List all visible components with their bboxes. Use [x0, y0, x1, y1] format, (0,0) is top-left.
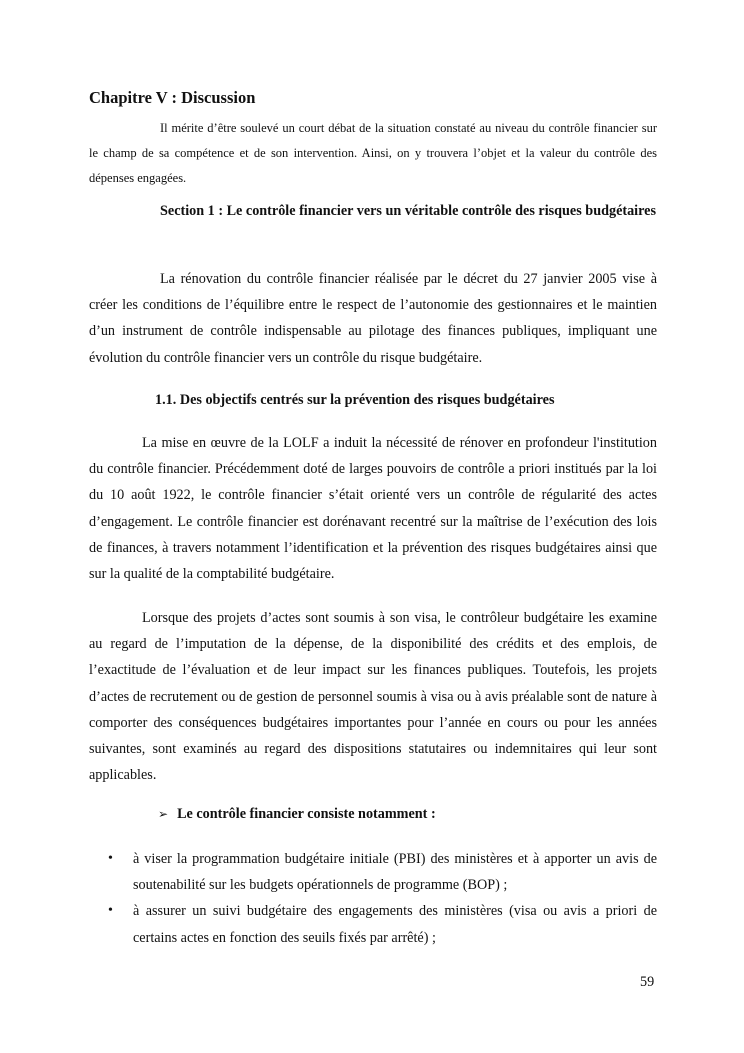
list-item [89, 898, 657, 950]
list-heading-text: Le contrôle financier consiste notamment : [177, 806, 436, 822]
list-item [89, 846, 657, 898]
page-number: 59 [640, 974, 655, 990]
arrow-bullet-icon: ➢ [158, 807, 169, 821]
chapter-title: Chapitre V : Discussion [89, 88, 256, 107]
list-heading [158, 806, 436, 823]
bullet-list [89, 846, 657, 951]
objectives-paragraph: La mise en œuvre de la LOLF a induit la nécessité de rénover en profondeur l'institution du contrôle financier. Précédemment doté de larges pouvoirs de contrôle a priori institués par la loi du 10 août 1922, le contrôle financier s’était orienté vers un contrôle de régularité des actes d’engagement. Le contrôle financier est dorénavant recentré sur la maîtrise de l’exécution des lois de finances, à travers notamment l’identification et la prévention des risques budgétaires ainsi que sur la qualité de la comptabilité budgétaire. [89, 435, 657, 583]
list-item-text: à viser la programmation budgétaire initiale (PBI) des ministères et à apporter un avis de soutenabilité sur les budgets opérationnels de programme (BOP) ; [133, 851, 657, 894]
bullet-icon: • [108, 903, 113, 919]
section-paragraph: La rénovation du contrôle financier réalisée par le décret du 27 janvier 2005 vise à créer les conditions de l’équilibre entre le respect de l’autonomie des gestionnaires et le maintien d’un instrument de contrôle indispensable au pilotage des finances publiques, impliquant une évolution du contrôle financier vers un contrôle du risque budgétaire. [89, 271, 657, 366]
section-heading: Section 1 : Le contrôle financier vers un véritable contrôle des risques budgétaires [160, 203, 656, 219]
list-item-text: à assurer un suivi budgétaire des engagements des ministères (visa ou avis a priori de certains actes en fonction des seuils fixés par arrêté) ; [133, 903, 657, 946]
subsection-heading: 1.1. Des objectifs centrés sur la prévention des risques budgétaires [155, 392, 555, 408]
intro-paragraph: Il mérite d’être soulevé un court débat de la situation constaté au niveau du contrôle financier sur le champ de sa compétence et de son intervention. Ainsi, on y trouvera l’objet et la valeur du contrôle des dépenses engagées. [89, 121, 657, 185]
visa-paragraph: Lorsque des projets d’actes sont soumis à son visa, le contrôleur budgétaire les examine au regard de l’imputation de la dépense, de la disponibilité des crédits et des emplois, de l’exactitude de l’évaluation et de leur impact sur les finances publiques. Toutefois, les projets d’actes de recrutement ou de gestion de personnel soumis à visa ou à avis préalable sont de nature à comporter des conséquences budgétaires importantes pour l’année en cours ou pour les années suivantes, sont examinés au regard des dispositions statutaires ou indemnitaires qui leur sont applicables. [89, 610, 657, 784]
bullet-icon: • [108, 851, 113, 866]
